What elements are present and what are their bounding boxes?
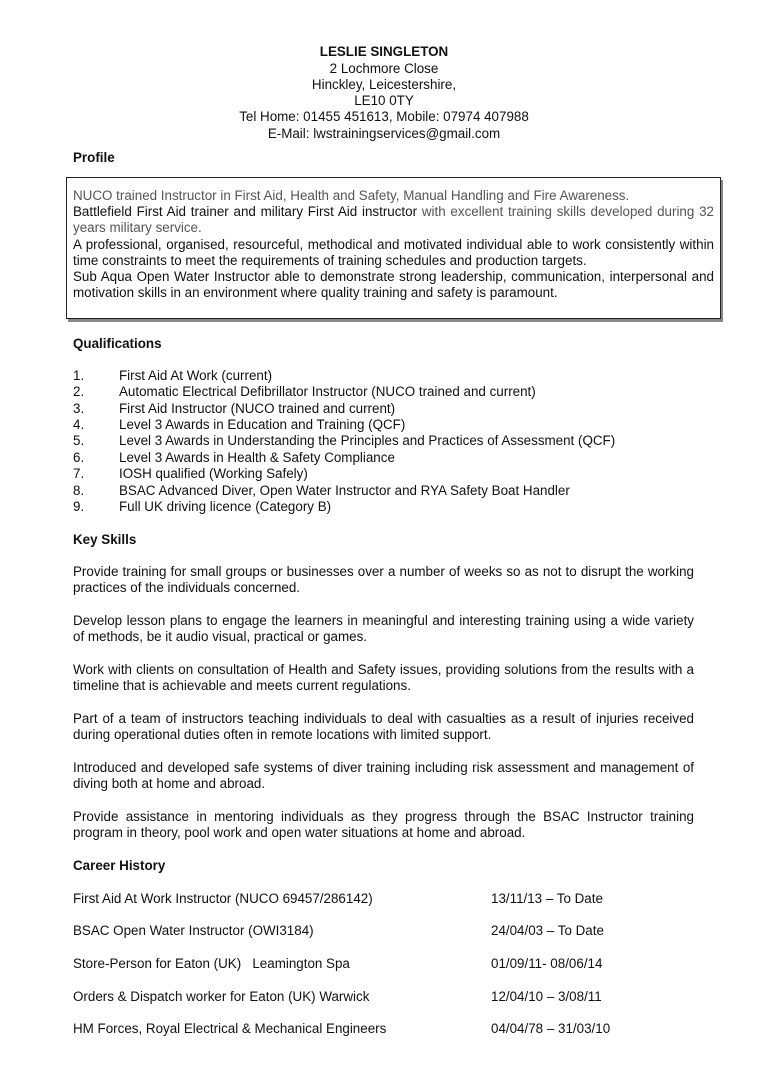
qualification-item: Level 3 Awards in Education and Training (QCF)	[119, 417, 406, 432]
key-skill-paragraph: Develop lesson plans to engage the learners in meaningful and interesting training using a wide variety of methods, be it audio visual, practical or games.	[73, 613, 694, 645]
key-skill-paragraph: Work with clients on consultation of Health and Safety issues, providing solutions from the results with a timeline that is achievable and meets current regulations.	[73, 662, 694, 694]
qualification-item: IOSH qualified (Working Safely)	[119, 466, 308, 481]
qualification-item: Level 3 Awards in Health & Safety Compliance	[119, 450, 395, 465]
qualification-item: Automatic Electrical Defibrillator Instructor (NUCO trained and current)	[119, 384, 536, 399]
key-skills-heading: Key Skills	[73, 532, 137, 547]
career-history-heading: Career History	[73, 858, 166, 873]
profile-heading: Profile	[73, 150, 115, 165]
qualification-number: 2.	[73, 384, 85, 399]
key-skill-paragraph: Part of a team of instructors teaching individuals to deal with casualties as a result of injuries received during operational duties often in remote locations with limited support.	[73, 711, 694, 743]
career-dates: 01/09/11- 08/06/14	[491, 956, 603, 971]
qualification-number: 9.	[73, 499, 85, 514]
profile-line-2	[73, 204, 714, 237]
candidate-name: LESLIE SINGLETON	[319, 44, 449, 59]
qualification-number: 7.	[73, 466, 85, 481]
key-skill-paragraph: Provide training for small groups or businesses over a number of weeks so as not to disrupt the working practices of the individuals concerned.	[73, 564, 694, 596]
career-role: HM Forces, Royal Electrical & Mechanical Engineers	[73, 1021, 387, 1036]
phone-numbers: Tel Home: 01455 451613, Mobile: 07974 407988	[239, 109, 529, 124]
career-dates: 12/04/10 – 3/08/11	[491, 989, 602, 1004]
qualification-item: Full UK driving licence (Category B)	[119, 499, 332, 514]
key-skill-paragraph: Provide assistance in mentoring individuals as they progress through the BSAC Instructor training program in theory, pool work and open water situations at home and abroad.	[73, 809, 694, 841]
qualification-item: First Aid Instructor (NUCO trained and current)	[119, 401, 396, 416]
qualification-number: 6.	[73, 450, 85, 465]
address-line-2: Hinckley, Leicestershire,	[311, 77, 457, 92]
email-address: E-Mail: lwstrainingservices@gmail.com	[267, 126, 501, 141]
qualification-item: First Aid At Work (current)	[119, 368, 273, 383]
profile-line-4: Sub Aqua Open Water Instructor able to demonstrate strong leadership, communication, interpersonal and motivation skills in an environment where quality training and safety is paramount.	[73, 269, 714, 301]
qualifications-heading: Qualifications	[73, 336, 162, 351]
career-dates: 24/04/03 – To Date	[491, 923, 604, 938]
qualification-number: 5.	[73, 433, 85, 448]
profile-line-2b: with excellent training skills developed during 32 years military service.	[73, 204, 714, 236]
qualification-item: BSAC Advanced Diver, Open Water Instructor and RYA Safety Boat Handler	[119, 483, 570, 498]
postcode: LE10 0TY	[354, 93, 414, 108]
profile-line-2a: Battlefield First Aid trainer and military First Aid instructor	[73, 204, 418, 219]
address-line-1: 2 Lochmore Close	[329, 61, 439, 76]
profile-line-3: A professional, organised, resourceful, methodical and motivated individual able to work consistently within time constraints to meet the requirements of training schedules and production targets.	[73, 237, 714, 269]
career-dates: 13/11/13 – To Date	[491, 891, 603, 906]
career-role: First Aid At Work Instructor (NUCO 69457/286142)	[73, 891, 373, 906]
profile-line-1: NUCO trained Instructor in First Aid, Health and Safety, Manual Handling and Fire Awareness.	[73, 188, 630, 203]
qualification-number: 3.	[73, 401, 85, 416]
career-dates: 04/04/78 – 31/03/10	[491, 1021, 611, 1036]
qualification-number: 4.	[73, 417, 85, 432]
qualification-number: 1.	[73, 368, 85, 383]
career-role: Orders & Dispatch worker for Eaton (UK) Warwick	[73, 989, 370, 1004]
qualification-item: Level 3 Awards in Understanding the Principles and Practices of Assessment (QCF)	[119, 433, 616, 448]
career-role: Store-Person for Eaton (UK) Leamington Spa	[73, 956, 350, 971]
qualification-number: 8.	[73, 483, 85, 498]
career-role: BSAC Open Water Instructor (OWI3184)	[73, 923, 314, 938]
key-skill-paragraph: Introduced and developed safe systems of diver training including risk assessment and management of diving both at home and abroad.	[73, 760, 694, 792]
